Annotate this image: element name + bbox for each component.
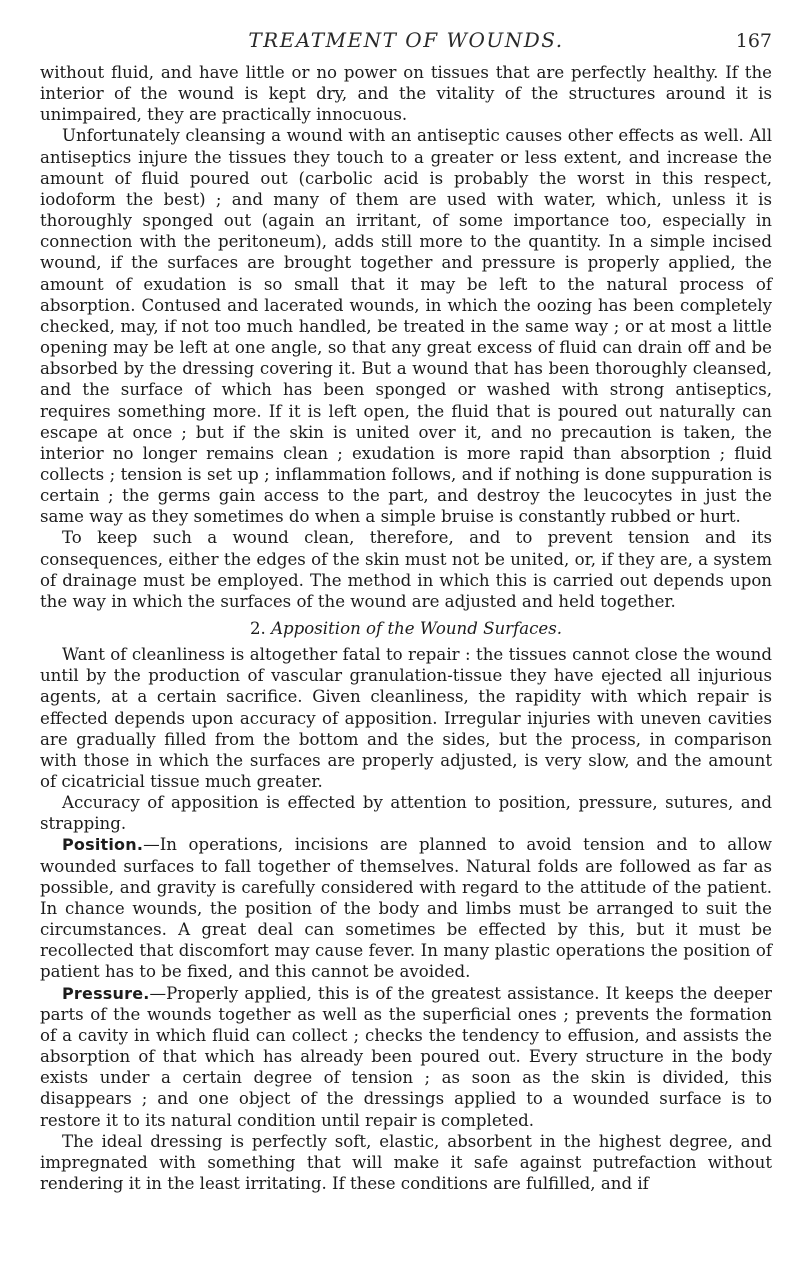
running-head-title: TREATMENT OF WOUNDS. [248,28,564,52]
paragraph-body: —In operations, incisions are planned to avoid tension and to allow wounded surfaces to fall together of themselves. Natural folds are followed as far as possible, and gravity is carefully considered with regard to the attitude of the patient. In chance wounds, the position of the body and limbs must be arranged to suit the circumstances. A great deal can sometimes be effected by this, but it must be recollected that discomfort may cause fever. In many plastic operations the position of patient has to be fixed, and this cannot be avoided. [40,835,772,982]
paragraph: without fluid, and have little or no power on tissues that are perfectly healthy. If the interior of the wound is kept dry, and the vitality of the structures around it is unimpaired, they are practically innocuous. [40,63,772,125]
section-title: Apposition of the Wound Surfaces. [271,619,563,639]
page-number: 167 [735,30,772,52]
paragraph: The ideal dressing is perfectly soft, elastic, absorbent in the highest degree, and impregnated with something that will make it safe against putrefaction without rendering it in the least irritating. If these conditions are fulfilled, and if [40,1131,772,1193]
section-heading [40,618,772,640]
paragraph-body: —Properly applied, this is of the greatest assistance. It keeps the deeper parts of the wounds together as well as the superficial ones ; prevents the formation of a cavity in which fluid can collect ; checks the tendency to effusion, and assists the absorption of that which has already been poured out. Every structure in the body exists under a certain degree of tension ; as soon as the skin is divided, this disappears ; and one object of the dressings applied to a wounded surface is to restore it to its natural condition until repair is completed. [40,983,772,1130]
body-text [40,62,772,1194]
run-in-heading-pressure: Pressure. [62,983,150,1003]
running-head [40,28,772,62]
paragraph [40,983,772,1131]
run-in-heading-position: Position. [62,835,144,855]
paragraph: To keep such a wound clean, therefore, and to prevent tension and its consequences, either the edges of the skin must not be united, or, if they are, a system of drainage must be employed. The method in which this is carried out depends upon the way in which the surfaces of the wound are adjusted and held together. [40,528,772,611]
paragraph: Want of cleanliness is altogether fatal to repair : the tissues cannot close the wound until by the production of vascular granulation-tissue they have ejected all injurious agents, at a certain sacrifice. Given cleanliness, the rapidity with which repair is effected depends upon accuracy of apposition. Irregular injuries with uneven cavities are gradually filled from the bottom and the sides, but the process, in comparison with those in which the surfaces are properly adjusted, is very slow, and the amount of cicatricial tissue much greater. [40,645,772,791]
paragraph: Accuracy of apposition is effected by attention to position, pressure, sutures, and strapping. [40,793,772,834]
book-page [40,28,772,1194]
paragraph [40,834,772,982]
section-number: 2. [249,619,266,639]
paragraph: Unfortunately cleansing a wound with an antiseptic causes other effects as well. All antiseptics injure the tissues they touch to a greater or less extent, and increase the amount of fluid poured out (carbolic acid is probably the worst in this respect, iodoform the best) ; and many of them are used with water, which, unless it is thoroughly sponged out (again an irritant, of some importance too, especially in connection with the peritoneum), adds still more to the quantity. In a simple incised wound, if the surfaces are brought together and pressure is properly applied, the amount of exudation is so small that it may be left to the natural process of absorption. Contused and lacerated wounds, in which the oozing has been completely checked, may, if not too much handled, be treated in the same way ; or at most a little opening may be left at one angle, so that any great excess of fluid can drain off and be absorbed by the dressing covering it. But a wound that has been thoroughly cleansed, and the surface of which has been sponged or washed with strong antiseptics, requires something more. If it is left open, the fluid that is poured out naturally can escape at once ; but if the skin is united over it, and no precaution is taken, the interior no longer remains clean ; exudation is more rapid than absorption ; fluid collects ; tension is set up ; inflammation follows, and if nothing is done suppuration is certain ; the germs gain access to the part, and destroy the leucocytes in just the same way as they sometimes do when a simple bruise is constantly rubbed or hurt. [40,126,772,527]
